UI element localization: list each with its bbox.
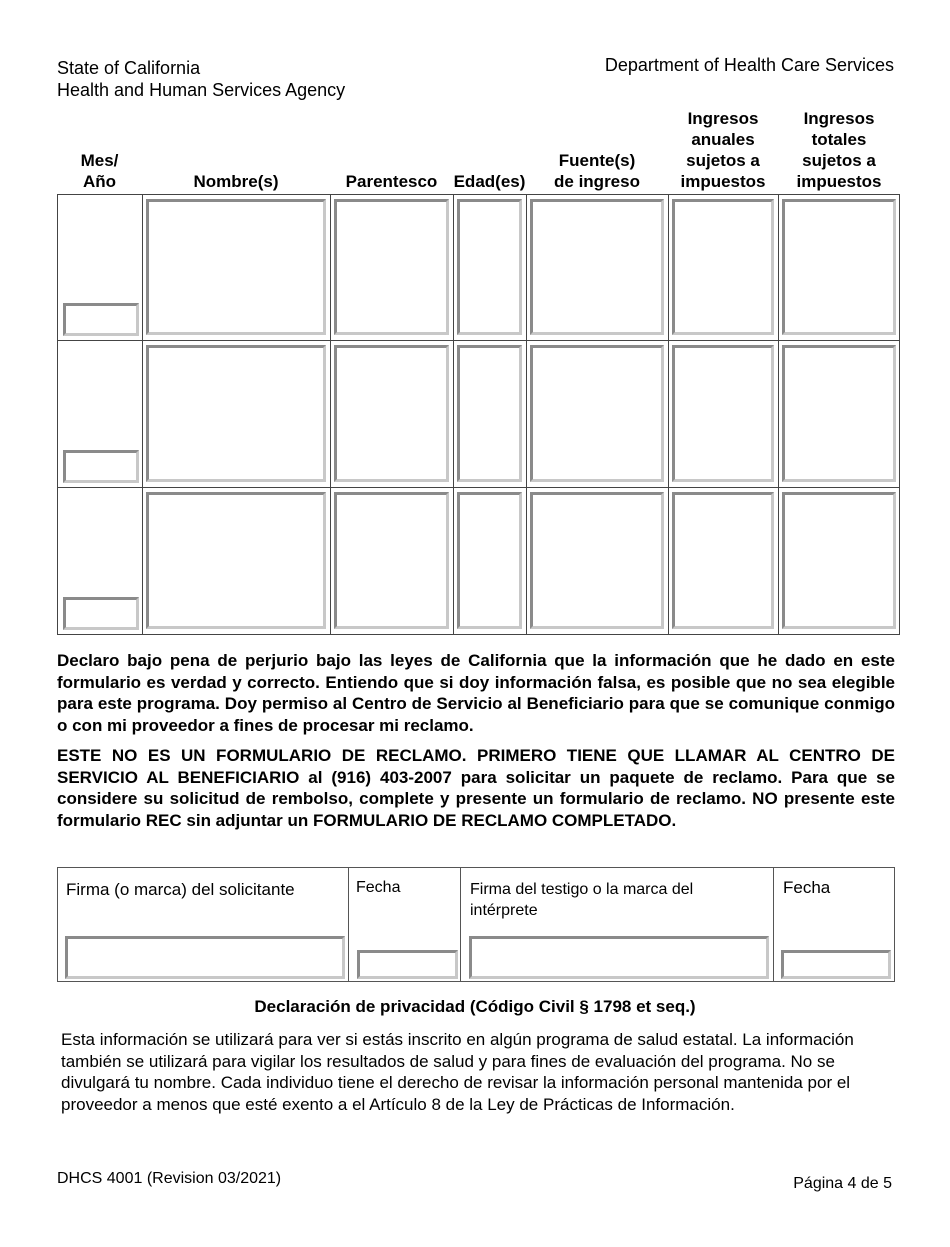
column-divider [453, 194, 454, 635]
column-header-income-source: Fuente(s) de ingreso [554, 151, 640, 191]
column-header-ages: Edad(es) [453, 172, 526, 191]
agency-name: Health and Human Services Agency [57, 80, 346, 100]
witness-signature-label: Firma del testigo o la marca del intérprete [470, 881, 694, 919]
ages-input[interactable] [457, 199, 522, 335]
total-taxable-income-input[interactable] [782, 492, 896, 629]
column-header-month-year: Mes/ Año [80, 151, 119, 191]
ages-input[interactable] [457, 492, 522, 629]
income-source-input[interactable] [530, 492, 664, 629]
form-id: DHCS 4001 (Revision 03/2021) [57, 1170, 282, 1187]
relationship-input[interactable] [334, 492, 449, 629]
month-year-input[interactable] [63, 597, 139, 630]
state-name: State of California [57, 58, 201, 78]
row-divider [57, 487, 900, 488]
column-header-names: Nombre(s) [193, 172, 279, 191]
column-header-total-taxable-income: Ingresos totales sujetos a impuestos [796, 109, 882, 191]
privacy-body: Esta información se utilizará para ver si estás inscrito en algún programa de salud estatal. La información también se utilizará para vigilar los resultados de salud y para fines de evaluación del programa. No se divulgará tu nombre. Cada individuo tiene el derecho de revisar la información personal mantenida por el proveedor a menos que esté exento a el Artículo 8 de la Ley de Prácticas de Información. [61, 1030, 854, 1114]
month-year-input[interactable] [63, 303, 139, 336]
relationship-input[interactable] [334, 345, 449, 482]
ages-input[interactable] [457, 345, 522, 482]
applicant-signature-label: Firma (o marca) del solicitante [66, 880, 295, 899]
declaration-text: Declaro bajo pena de perjurio bajo las leyes de California que la información que he dado en este formulario es verdad y correcto. Entiendo que si doy información falsa, es posible que no sea elegible para este programa. Doy permiso al Centro de Servicio al Beneficiario para que se comunique conmigo o con mi proveedor a fines de procesar mi reclamo. [57, 651, 895, 736]
names-input[interactable] [146, 492, 326, 629]
date-label: Fecha [356, 879, 401, 896]
income-source-input[interactable] [530, 345, 664, 482]
month-year-input[interactable] [63, 450, 139, 483]
row-divider [57, 340, 900, 341]
notice-text: ESTE NO ES UN FORMULARIO DE RECLAMO. PRIMERO TIENE QUE LLAMAR AL CENTRO DE SERVICIO AL BENEFICIARIO al (916) 403-2007 para solicitar un paquete de reclamo. Para que se considere su solicitud de rembolso, complete y presente un formulario de reclamo. NO presente este formulario REC sin adjuntar un FORMULARIO DE RECLAMO COMPLETADO. [57, 746, 895, 831]
column-divider [526, 194, 527, 635]
names-input[interactable] [146, 199, 326, 335]
annual-taxable-income-input[interactable] [672, 345, 774, 482]
column-header-annual-taxable-income: Ingresos anuales sujetos a impuestos [680, 109, 766, 191]
annual-taxable-income-input[interactable] [672, 199, 774, 335]
witness-date-label: Fecha [783, 878, 831, 897]
department-name: Department of Health Care Services [604, 55, 894, 75]
column-divider [778, 194, 779, 635]
witness-signature-input[interactable] [469, 936, 769, 979]
applicant-signature-input[interactable] [65, 936, 345, 979]
column-divider [668, 194, 669, 635]
page-number: Página 4 de 5 [793, 1175, 892, 1192]
column-divider [142, 194, 143, 635]
total-taxable-income-input[interactable] [782, 345, 896, 482]
column-header-relationship: Parentesco [345, 172, 438, 191]
names-input[interactable] [146, 345, 326, 482]
column-divider [330, 194, 331, 635]
privacy-title: Declaración de privacidad (Código Civil § 1798 et seq.) [254, 997, 696, 1016]
annual-taxable-income-input[interactable] [672, 492, 774, 629]
total-taxable-income-input[interactable] [782, 199, 896, 335]
income-source-input[interactable] [530, 199, 664, 335]
witness-date-input[interactable] [781, 950, 891, 979]
relationship-input[interactable] [334, 199, 449, 335]
date-input[interactable] [357, 950, 458, 979]
